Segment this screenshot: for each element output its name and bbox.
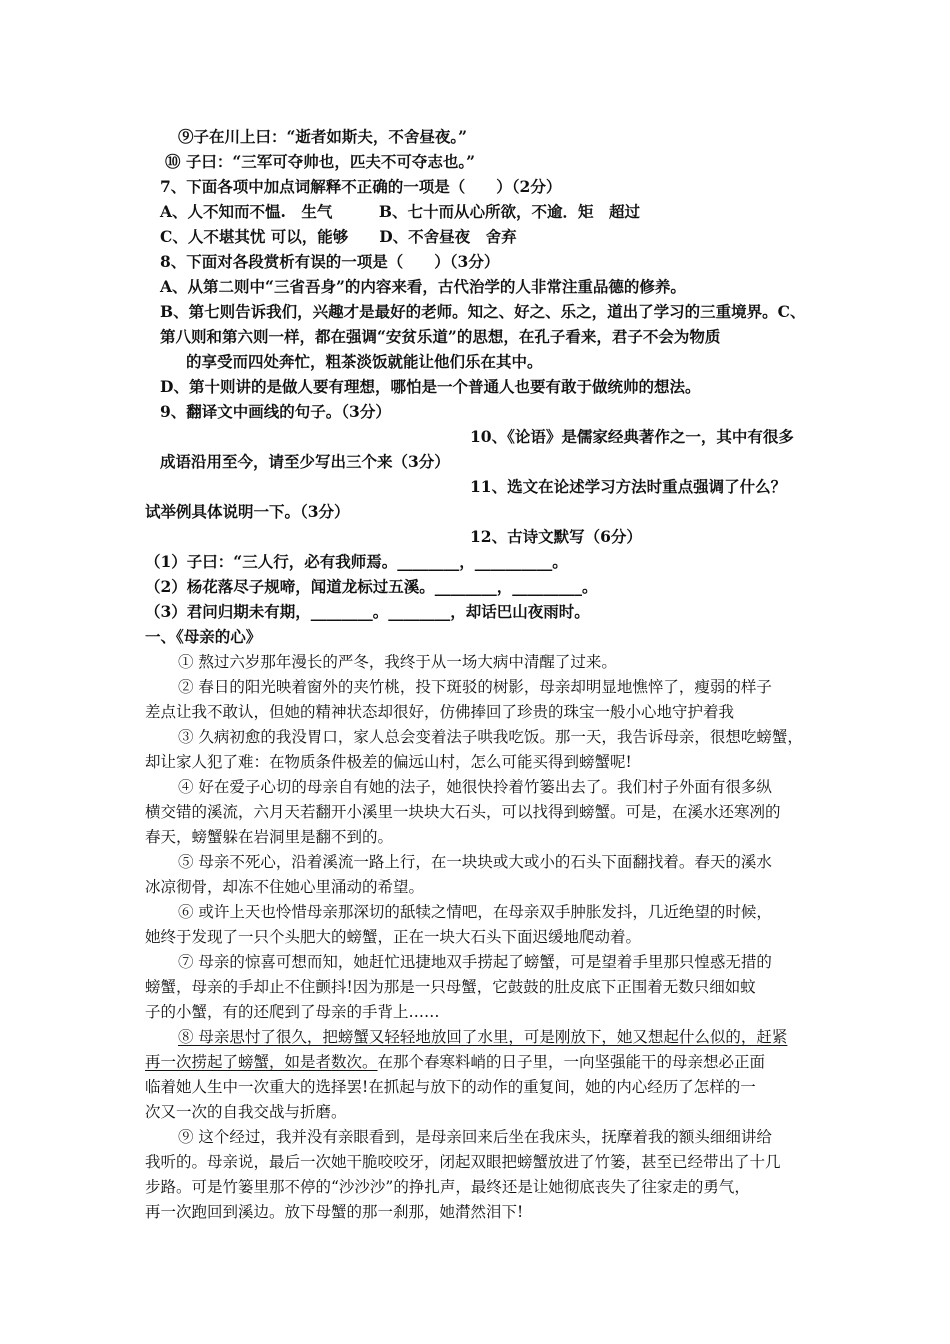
passage-line: ③ 久病初愈的我没胃口，家人总会变着法子哄我吃饭。那一天，我告诉母亲，很想吃螃蟹，	[178, 728, 803, 746]
question-8-option-a: A、从第二则中“三省吾身”的内容来看，古代治学的人非常注重品德的修养。	[160, 277, 686, 296]
question-7-option-cd: C、人不堪其忧 可以，能够 D、不舍昼夜 舍弃	[160, 227, 517, 246]
passage-line: ⑤ 母亲不死心，沿着溪流一路上行，在一块块或大或小的石头下面翻找着。春天的溪水	[178, 853, 772, 871]
question-12-item-2: （2）杨花落尽子规啼，闻道龙标过五溪。________，_________。	[145, 577, 598, 596]
passage-line: ④ 好在爱子心切的母亲自有她的法子，她很快拎着竹篓出去了。我们村子外面有很多纵	[178, 778, 772, 796]
passage-line: 再一次跑回到溪边。放下母蟹的那一刹那，她潸然泪下!	[145, 1203, 524, 1221]
question-12-item-1: （1）子曰：“三人行，必有我师焉。________，__________。	[145, 552, 568, 571]
passage-line: ⑨ 这个经过，我并没有亲眼看到，是母亲回来后坐在我床头，抚摩着我的额头细细讲给	[178, 1128, 772, 1146]
passage-line: 临着她人生中一次重大的选择罢!在抓起与放下的动作的重复间，她的内心经历了怎样的一	[145, 1078, 756, 1096]
underlined-sentence-end: 再一次捞起了螃蟹，如是者数次。	[145, 1053, 378, 1071]
question-8-option-d: D、第十则讲的是做人要有理想，哪怕是一个普通人也要有敢于做统帅的想法。	[160, 377, 701, 396]
question-8-option-b: B、第七则告诉我们，兴趣才是最好的老师。知之、好之、乐之，道出了学习的三重境界。C、	[160, 302, 806, 321]
passage-line: 横交错的溪流，六月天若翻开小溪里一块块大石头，可以找得到螃蟹。可是，在溪水还寒冽的	[145, 803, 781, 821]
passage-line: 差点让我不敢认，但她的精神状态却很好，仿佛捧回了珍贵的珠宝一般小心地守护着我	[145, 703, 735, 721]
question-11-cont: 试举例具体说明一下。（3分）	[145, 502, 350, 521]
question-12: 12、古诗文默写（6分）	[470, 527, 642, 546]
passage-line: 次又一次的自我交战与折磨。	[145, 1103, 347, 1121]
question-11: 11、选文在论述学习方法时重点强调了什么？	[470, 477, 787, 496]
passage-line: 步路。可是竹篓里那不停的“沙沙沙”的挣扎声，最终还是让她彻底丧失了往家走的勇气，	[145, 1178, 750, 1196]
passage-text: 在那个春寒料峭的日子里，一向坚强能干的母亲想必正面	[377, 1053, 766, 1071]
passage-line: 子的小蟹，有的还爬到了母亲的手背上……	[145, 1003, 440, 1021]
quote-10: ⑩ 子曰：“三军可夺帅也，匹夫不可夺志也。”	[165, 152, 475, 171]
underlined-sentence: ⑧ 母亲思忖了很久，把螃蟹又轻轻地放回了水里，可是刚放下，她又想起什么似的，赶紧	[178, 1028, 788, 1046]
question-10-cont: 成语沿用至今，请至少写出三个来（3分）	[160, 452, 450, 471]
passage-line: ① 熬过六岁那年漫长的严冬，我终于从一场大病中清醒了过来。	[178, 653, 617, 671]
passage-line: ⑥ 或许上天也怜惜母亲那深切的舐犊之情吧，在母亲双手肿胀发抖，几近绝望的时候，	[178, 903, 772, 921]
passage-line: 春天，螃蟹躲在岩洞里是翻不到的。	[145, 828, 394, 846]
section-title: 一、《母亲的心》	[145, 627, 262, 646]
question-9: 9、翻译文中画线的句子。（3分）	[160, 402, 391, 421]
question-8-option-c-cont: 的享受而四处奔忙，粗茶淡饭就能让他们乐在其中。	[186, 352, 543, 371]
passage-line: ⑦ 母亲的惊喜可想而知，她赶忙迅捷地双手捞起了螃蟹，可是望着手里那只惶惑无措的	[178, 953, 772, 971]
passage-line-mixed	[145, 1052, 765, 1072]
question-7-option-ab: A、人不知而不愠. 生气 B、七十而从心所欲，不逾．矩 超过	[160, 202, 641, 221]
passage-line: 冰凉彻骨，却冻不住她心里涌动的希望。	[145, 878, 425, 896]
question-10: 10、《论语》是儒家经典著作之一，其中有很多	[470, 427, 794, 446]
question-7: 7、下面各项中加点词解释不正确的一项是（ ）（2分）	[160, 177, 562, 196]
question-12-item-3: （3）君问归期未有期，________。________，却话巴山夜雨时。	[145, 602, 590, 621]
quote-9: ⑨子在川上曰：“逝者如斯夫，不舍昼夜。”	[178, 127, 468, 146]
passage-line: 螃蟹，母亲的手却止不住颤抖!因为那是一只母蟹，它鼓鼓的肚皮底下正围着无数只细如蚊	[145, 978, 756, 996]
passage-line: ② 春日的阳光映着窗外的夹竹桃，投下斑驳的树影，母亲却明显地憔悴了，瘦弱的样子	[178, 678, 772, 696]
passage-line: 我听的。母亲说，最后一次她干脆咬咬牙，闭起双眼把螃蟹放进了竹篓，甚至已经带出了十几	[145, 1153, 781, 1171]
question-8-option-c: 第八则和第六则一样，都在强调“安贫乐道”的思想，在孔子看来，君子不会为物质	[160, 327, 721, 346]
question-8: 8、下面对各段赏析有误的一项是（ ）（3分）	[160, 252, 500, 271]
passage-line: 却让家人犯了难：在物质条件极差的偏远山村，怎么可能买得到螃蟹呢!	[145, 753, 632, 771]
passage-line: 她终于发现了一只个头肥大的螃蟹，正在一块大石头下面迟缓地爬动着。	[145, 928, 642, 946]
